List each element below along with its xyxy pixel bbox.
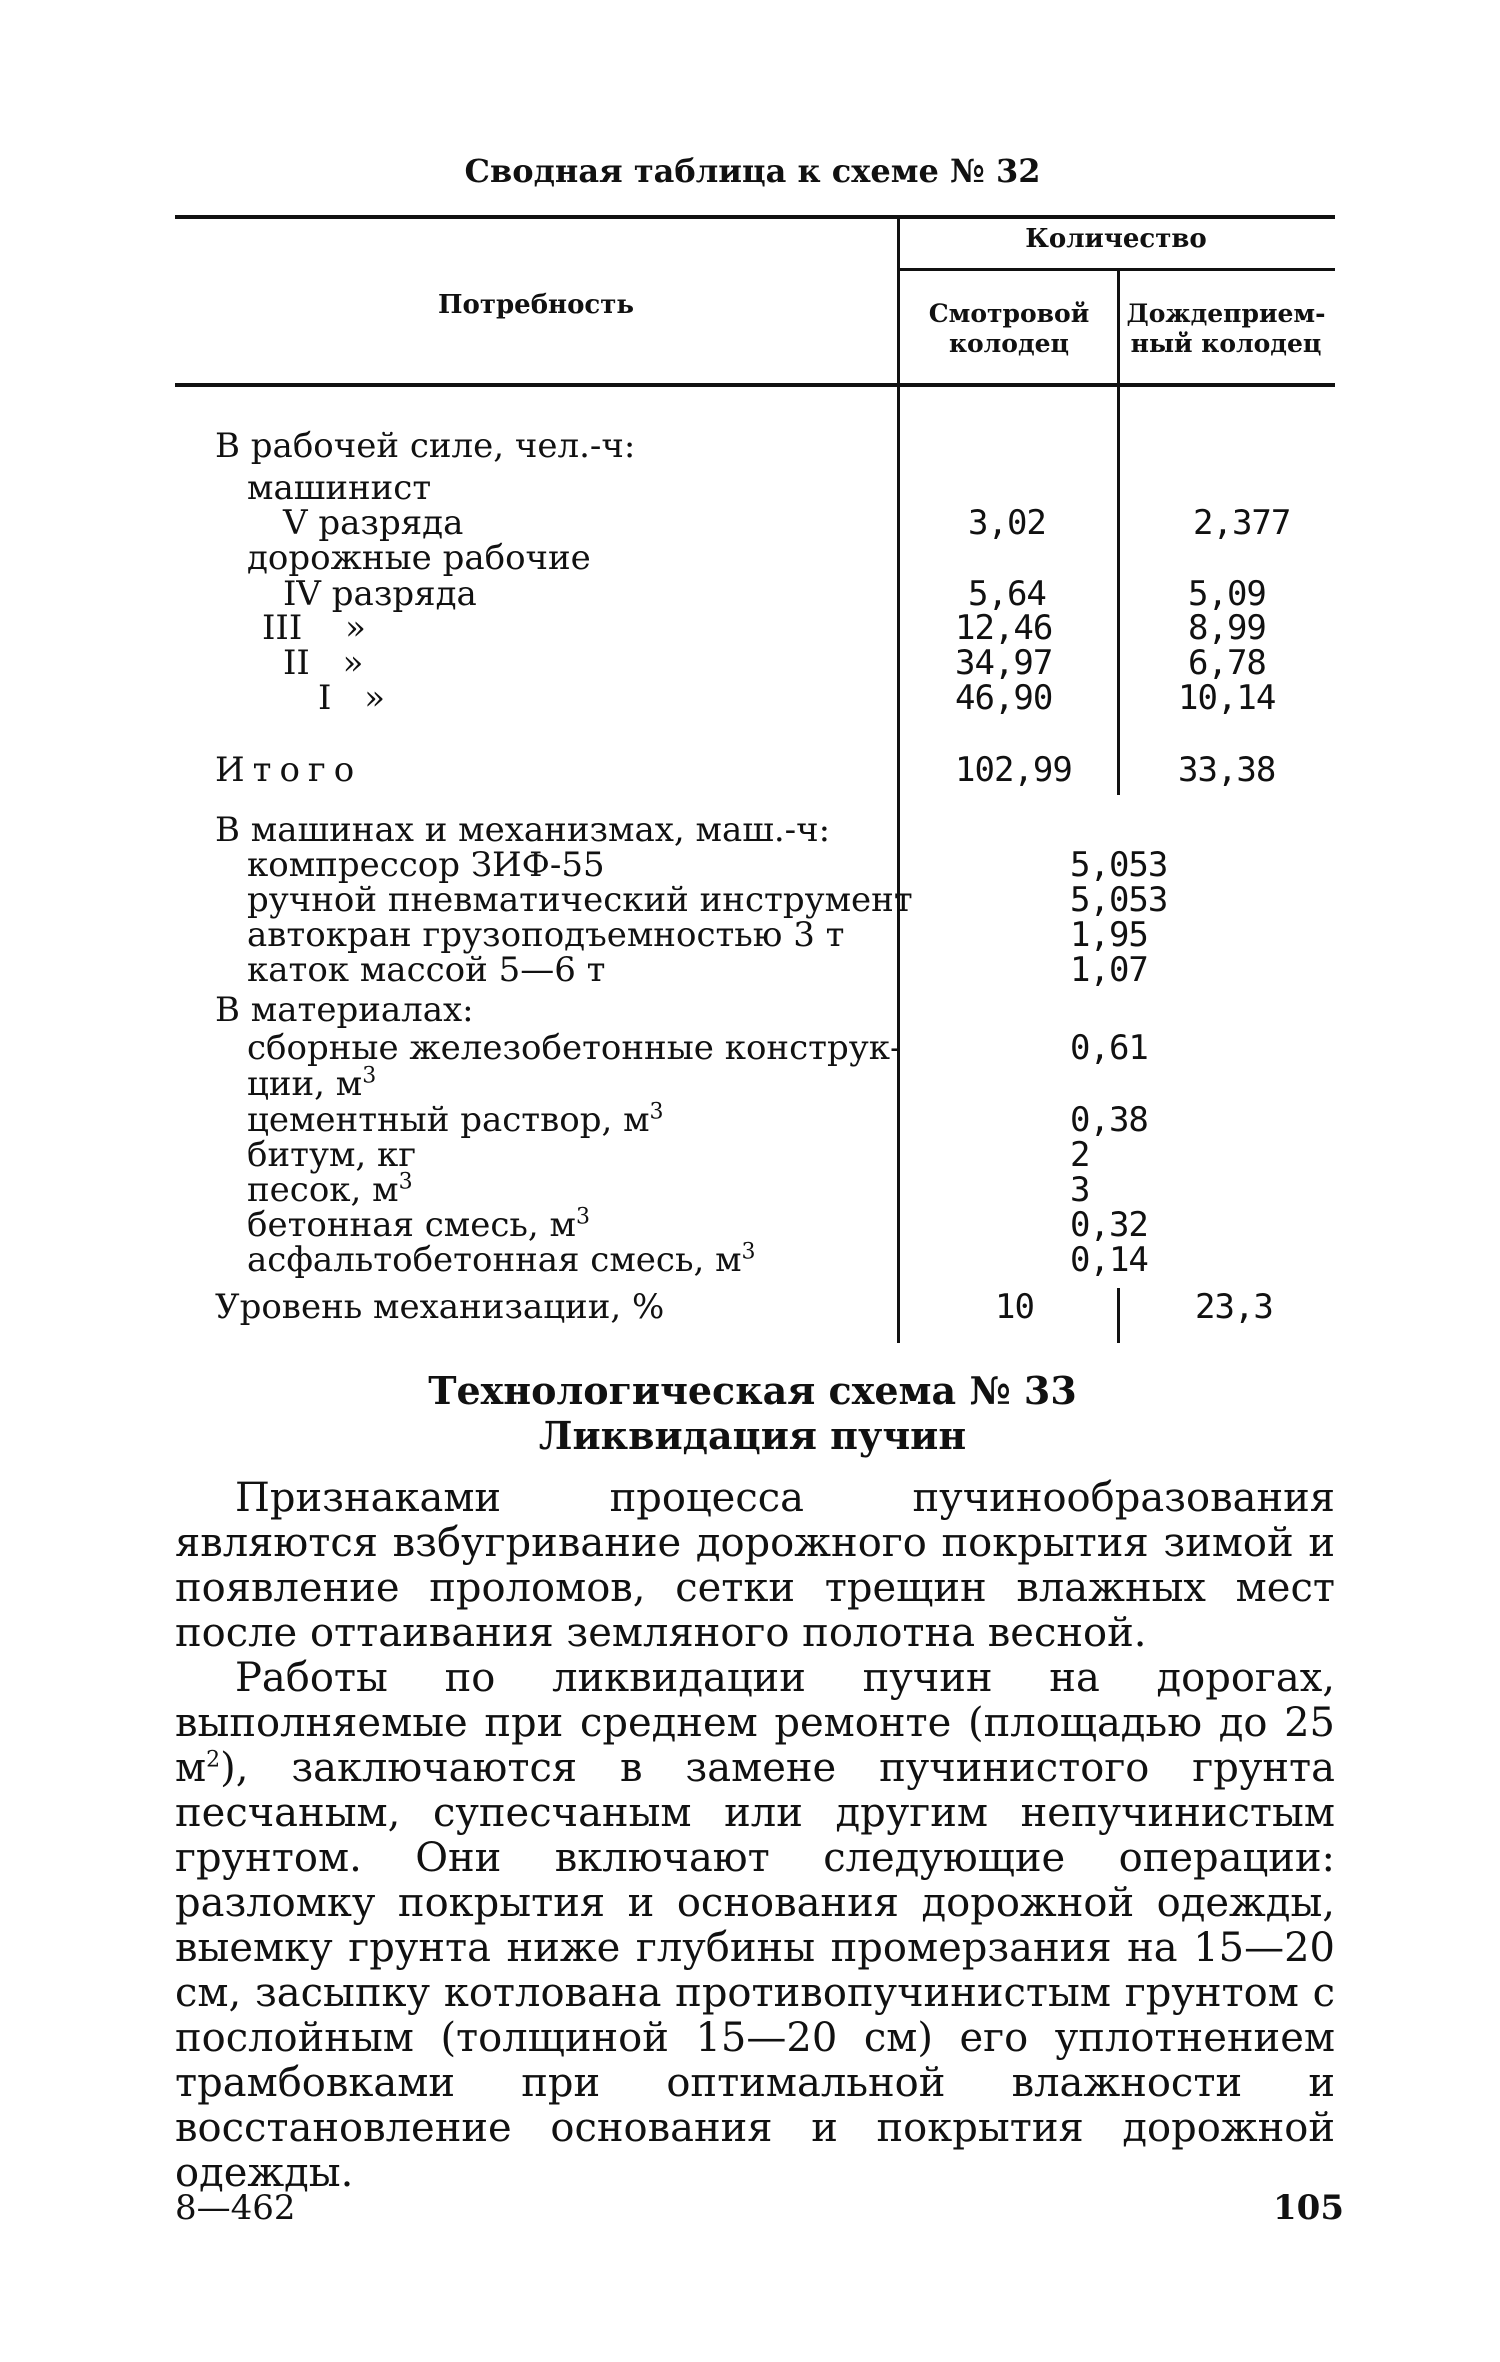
header-rain-well: Дождеприем- ный колодец — [1126, 299, 1326, 358]
material-item-text: песок, м — [247, 1170, 399, 1210]
machine-item-value: 1,95 — [1070, 915, 1148, 955]
value-grade2-rain: 6,78 — [1188, 643, 1266, 683]
paragraph-2-text-b: ), заключаются в замене пучинистого грунта песчаным, супесчаным или другим непучинистым грунтом. Они включают следующие операции: разломку покрытия и основания дорожной одежды, выемку грунта ниже глубины промерзания на 15—20 см, засыпку котлована противопучинистым грунтом с послойным (толщиной 15—20 см) его уплотнением трамбовками при оптимальной влажности и восстановление основания и покрытия дорожной одежды. — [175, 1745, 1335, 2196]
table-caption: Сводная таблица к схеме № 32 — [464, 152, 1041, 190]
header-bottom-rule — [175, 383, 1335, 387]
machine-item-value: 5,053 — [1070, 845, 1168, 885]
material-item-sup: 3 — [575, 1204, 590, 1230]
mechanization-label: Уровень механизации, % — [215, 1287, 665, 1327]
material-item-label — [247, 1137, 416, 1173]
material-precast-line2 — [247, 1063, 377, 1104]
value-grade1-inspection: 46,90 — [955, 678, 1053, 718]
column-divider-values — [1117, 385, 1120, 795]
section-title: Технологическая схема № 33 — [428, 1368, 1077, 1413]
paragraph-2 — [175, 1656, 1335, 2196]
mechanization-inspection: 10 — [995, 1287, 1034, 1327]
table-top-rule — [175, 215, 1335, 219]
labor-grade4: IV разряда — [283, 574, 477, 614]
value-grade2-inspection: 34,97 — [955, 643, 1053, 683]
material-item-label — [247, 1169, 413, 1210]
paragraph-1 — [175, 1476, 1335, 1656]
mechanization-rain: 23,3 — [1195, 1287, 1273, 1327]
labor-title: В рабочей силе, чел.-ч: — [215, 426, 636, 466]
paragraph-1-text: Признаками процесса пучинообразования являются взбугривание дорожного покрытия зимой и появление проломов, сетки трещин влажных мест после оттаивания земляного полотна весной. — [175, 1475, 1335, 1656]
material-item-value: 2 — [1070, 1135, 1090, 1175]
machine-item-value: 5,053 — [1070, 880, 1168, 920]
value-grade3-rain: 8,99 — [1188, 608, 1266, 648]
machine-item-label: ручной пневматический инструмент — [247, 880, 913, 920]
section-subtitle: Ликвидация пучин — [538, 1413, 967, 1458]
material-item-sup: 3 — [398, 1169, 413, 1195]
signature-mark: 8—462 — [175, 2188, 296, 2228]
labor-grade5: V разряда — [283, 503, 464, 543]
material-item-value: 0,32 — [1070, 1205, 1148, 1245]
header-quantity: Количество — [1025, 224, 1207, 254]
machine-item-value: 1,07 — [1070, 950, 1148, 990]
material-item-label — [247, 1239, 756, 1280]
value-total-inspection: 102,99 — [955, 750, 1072, 790]
value-grade1-rain: 10,14 — [1178, 678, 1276, 718]
paragraph-2-superscript: 2 — [206, 1747, 221, 1773]
header-inspection-well: Смотровой колодец — [928, 299, 1090, 358]
column-divider-mech — [1117, 1288, 1120, 1343]
value-grade4-rain: 5,09 — [1188, 574, 1266, 614]
material-item-text: цементный раствор, м — [247, 1100, 650, 1140]
labor-machinist: машинист — [247, 468, 432, 508]
material-item-text: бетонная смесь, м — [247, 1205, 576, 1245]
machines-title: В машинах и механизмах, маш.-ч: — [215, 810, 831, 850]
material-item-sup: 3 — [649, 1099, 664, 1125]
value-grade5-inspection: 3,02 — [968, 503, 1046, 543]
value-grade5-rain: 2,377 — [1193, 503, 1291, 543]
page-number: 105 — [1273, 2188, 1344, 2228]
labor-road-workers: дорожные рабочие — [247, 538, 591, 578]
material-item-label — [247, 1204, 590, 1245]
machine-item-label: компрессор ЗИФ-55 — [247, 845, 605, 885]
material-item-sup: 3 — [741, 1239, 756, 1265]
labor-total-label: Итого — [215, 750, 363, 790]
material-item-text: асфальтобетонная смесь, м — [247, 1240, 742, 1280]
labor-grade1: I » — [318, 678, 386, 718]
material-precast-line1: сборные железобетонные конструк- — [247, 1028, 902, 1068]
value-grade3-inspection: 12,46 — [955, 608, 1053, 648]
paragraph-2-text-a: Работы по ликвидации пучин на дорогах, выполняемые при среднем ремонте (площадью до 25 м — [175, 1655, 1335, 1791]
value-total-rain: 33,38 — [1178, 750, 1276, 790]
superscript-three: 3 — [362, 1063, 377, 1089]
labor-grade2: II » — [283, 643, 364, 683]
material-item-value: 0,14 — [1070, 1240, 1148, 1280]
materials-title: В материалах: — [215, 990, 474, 1030]
column-divider-need — [897, 218, 900, 1343]
material-precast-value: 0,61 — [1070, 1028, 1148, 1068]
material-item-label — [247, 1099, 664, 1140]
material-item-value: 3 — [1070, 1170, 1090, 1210]
labor-grade3: III » — [262, 608, 366, 648]
machine-item-label: каток массой 5—6 т — [247, 950, 606, 990]
material-item-value: 0,38 — [1070, 1100, 1148, 1140]
material-item-text: битум, кг — [247, 1135, 417, 1175]
value-grade4-inspection: 5,64 — [968, 574, 1046, 614]
material-precast-line2-text: ции, м — [247, 1064, 363, 1104]
header-need: Потребность — [437, 290, 635, 320]
machine-item-label: автокран грузоподъемностью 3 т — [247, 915, 845, 955]
